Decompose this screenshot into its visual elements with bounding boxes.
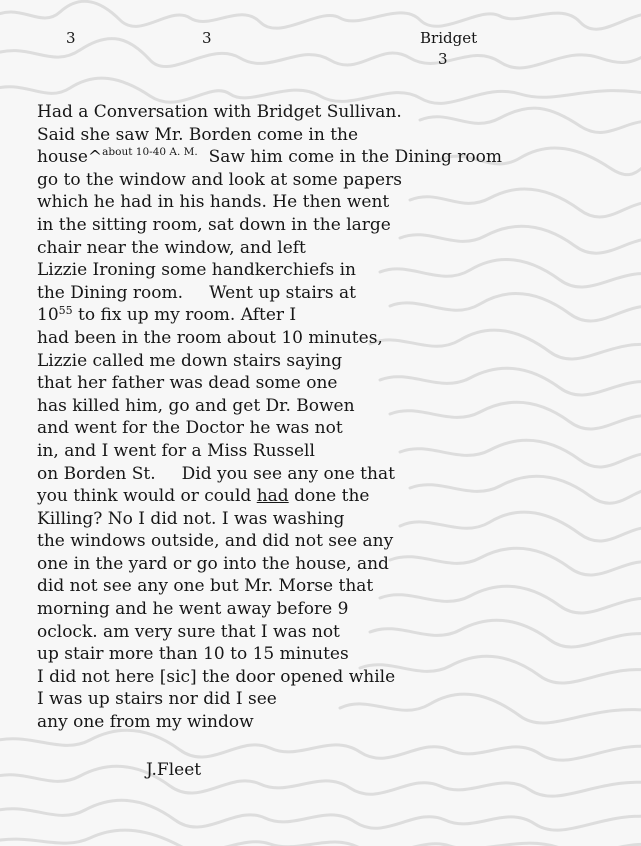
underlined-word: had [256, 486, 289, 507]
statement-line: any one from my window [37, 712, 254, 733]
signature: J.Fleet [146, 760, 202, 780]
insertion-caret: ^ [87, 147, 103, 168]
statement-line: Had a Conversation with Bridget Sullivan. [37, 102, 402, 122]
statement-line: Said she saw Mr. Borden come in the [37, 124, 359, 145]
statement-line: up stair more than 10 to 15 minutes [37, 644, 349, 665]
witness-statement [37, 101, 627, 734]
statement-line [37, 304, 627, 327]
statement-line: did not see any one but Mr. Morse that [37, 576, 374, 597]
statement-text: house [37, 147, 88, 168]
statement-text: the Dining room. [37, 282, 184, 303]
statement-line [37, 463, 627, 486]
header-page-number-1: 3 [66, 29, 76, 47]
statement-line: in, and I went for a Miss Russell [37, 440, 315, 461]
statement-text: Did you see any one that [181, 463, 395, 484]
statement-line: morning and he went away before 9 [37, 599, 349, 620]
header-page-number-2: 3 [202, 29, 212, 47]
statement-line [37, 282, 627, 305]
statement-text: you think would or could [37, 486, 257, 507]
inserted-time-note: about 10-40 A. M. [102, 146, 198, 159]
statement-line: go to the window and look at some papers [37, 169, 402, 190]
statement-text: to fix up my room. After I [72, 305, 297, 326]
statement-line: Killing? No I did not. I was washing [37, 508, 345, 529]
statement-line: the windows outside, and did not see any [37, 531, 394, 552]
statement-text: Went up stairs at [209, 282, 356, 303]
statement-line: oclock. am very sure that I was not [37, 621, 340, 642]
statement-text: on Borden St. [37, 463, 156, 484]
statement-text: done the [288, 486, 370, 507]
header-witness-name: Bridget [420, 29, 478, 47]
statement-text: Saw him come in the Dining room [208, 147, 502, 168]
header-page-number-3: 3 [438, 50, 448, 68]
statement-line [37, 146, 627, 169]
statement-line: that her father was dead some one [37, 373, 338, 394]
statement-line: Lizzie Ironing some handkerchiefs in [37, 260, 356, 281]
statement-line: I did not here [sic] the door opened while [37, 666, 396, 687]
statement-line: one in the yard or go into the house, and [37, 553, 389, 574]
time-minutes-superscript: 55 [58, 304, 73, 318]
statement-line: had been in the room about 10 minutes, [37, 327, 383, 348]
statement-line: chair near the window, and left [37, 237, 306, 258]
statement-line: and went for the Doctor he was not [37, 418, 343, 439]
statement-line: in the sitting room, sat down in the large [37, 214, 391, 235]
statement-line: which he had in his hands. He then went [37, 192, 390, 213]
statement-line: Lizzie called me down stairs saying [37, 350, 343, 371]
statement-line: I was up stairs nor did I see [37, 689, 277, 710]
time-hour: 10 [37, 305, 59, 326]
statement-line: has killed him, go and get Dr. Bowen [37, 395, 355, 416]
statement-line [37, 485, 627, 508]
